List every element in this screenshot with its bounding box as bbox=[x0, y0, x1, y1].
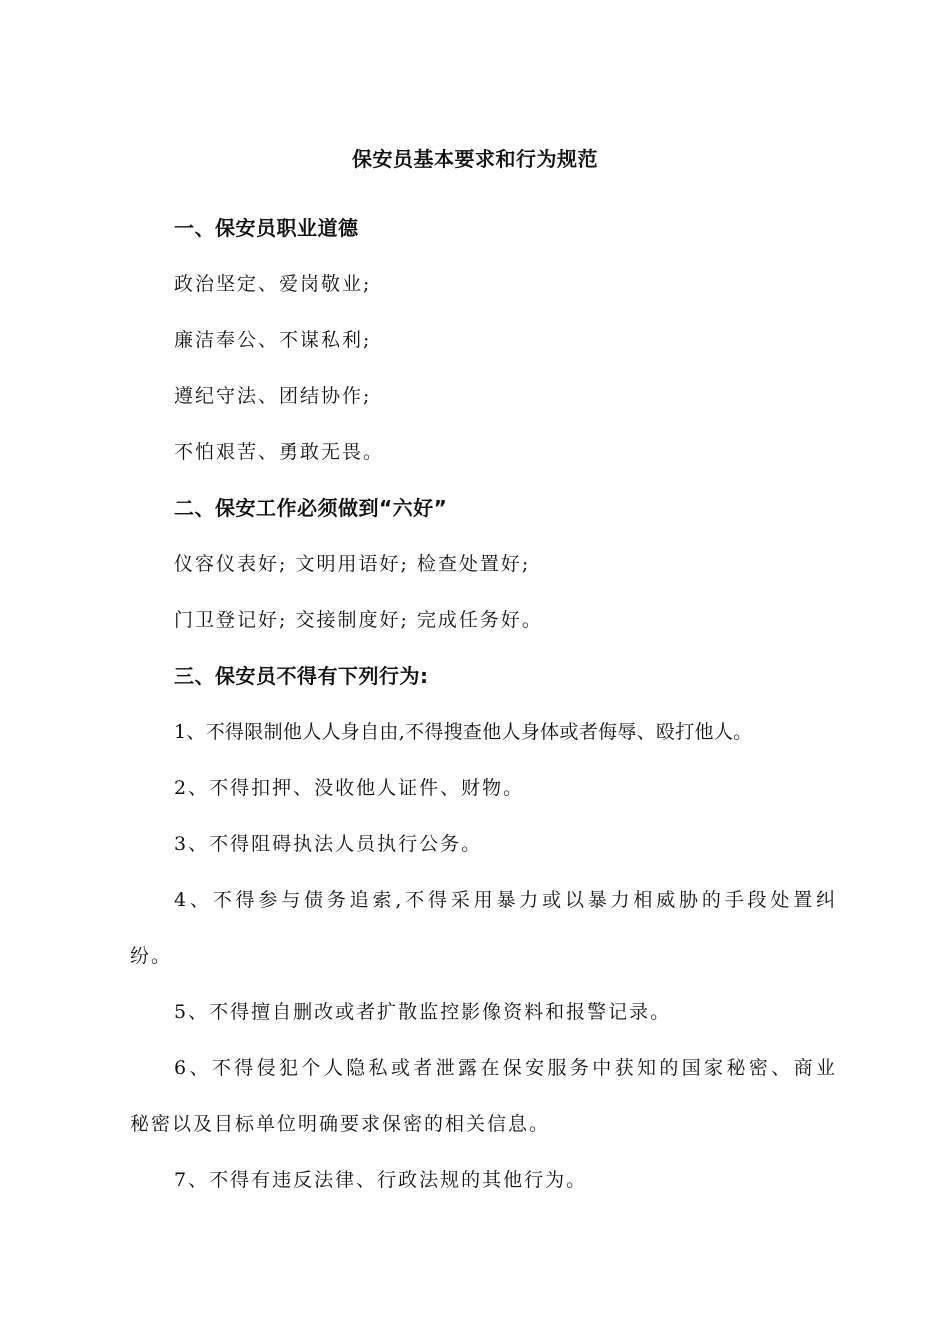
ethics-line: 不怕艰苦、勇敢无畏。 bbox=[174, 441, 385, 463]
ethics-line: 廉洁奉公、不谋私利; bbox=[174, 329, 372, 351]
section-heading-ethics: 一、保安员职业道德 bbox=[174, 216, 359, 240]
prohibited-item-1: 1、不得限制他人人身自由,不得搜查他人身体或者侮辱、殴打他人。 bbox=[174, 721, 753, 743]
prohibited-item-6-continued: 秘密以及目标单位明确要求保密的相关信息。 bbox=[130, 1113, 551, 1135]
ethics-line: 遵纪守法、团结协作; bbox=[174, 385, 372, 407]
section-heading-six-goods: 二、保安工作必须做到“六好” bbox=[174, 496, 448, 520]
prohibited-item-7: 7、不得有违反法律、行政法规的其他行为。 bbox=[174, 1169, 588, 1191]
six-goods-line: 门卫登记好; 交接制度好; 完成任务好。 bbox=[174, 609, 543, 631]
prohibited-item-5: 5、不得擅自删改或者扩散监控影像资料和报警记录。 bbox=[174, 1001, 672, 1023]
prohibited-item-4-continued: 纷。 bbox=[130, 945, 173, 967]
prohibited-item-4: 4、不得参与债务追索,不得采用暴力或以暴力相威胁的手段处置纠 bbox=[174, 889, 835, 911]
prohibited-item-3: 3、不得阻碍执法人员执行公务。 bbox=[174, 833, 483, 855]
prohibited-item-2: 2、不得扣押、没收他人证件、财物。 bbox=[174, 777, 525, 799]
ethics-line: 政治坚定、爱岗敬业; bbox=[174, 273, 372, 295]
prohibited-item-6: 6、不得侵犯个人隐私或者泄露在保安服务中获知的国家秘密、商业 bbox=[174, 1057, 835, 1079]
section-heading-prohibited: 三、保安员不得有下列行为: bbox=[174, 664, 429, 688]
six-goods-line: 仪容仪表好; 文明用语好; 检查处置好; bbox=[174, 553, 531, 575]
document-title: 保安员基本要求和行为规范 bbox=[352, 147, 598, 171]
